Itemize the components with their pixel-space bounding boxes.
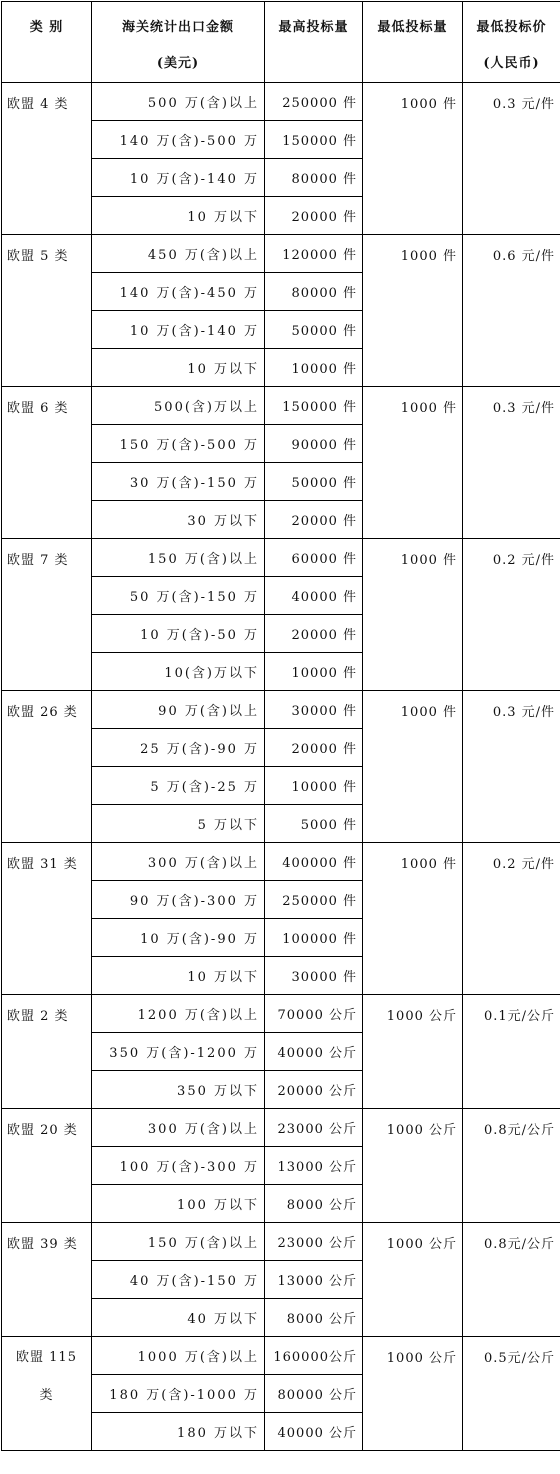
max-bid-qty-cell: 20000 件	[265, 501, 363, 539]
table-row	[2, 83, 560, 121]
max-bid-qty-cell: 400000 件	[265, 843, 363, 881]
table-row	[2, 691, 560, 729]
max-bid-qty-cell: 23000 公斤	[265, 1223, 363, 1261]
header-min-bid-qty: 最低投标量	[363, 2, 463, 83]
header-category: 类 别	[2, 2, 92, 83]
export-amount-cell: 150 万(含)以上	[92, 1223, 265, 1261]
max-bid-qty-cell: 60000 件	[265, 539, 363, 577]
min-bid-price-cell: 0.8元/公斤	[463, 1109, 560, 1223]
max-bid-qty-cell: 20000 公斤	[265, 1071, 363, 1109]
category-cell: 欧盟 5 类	[2, 235, 92, 387]
export-amount-cell: 10 万以下	[92, 197, 265, 235]
category-cell: 欧盟 2 类	[2, 995, 92, 1109]
export-amount-cell: 150 万(含)以上	[92, 539, 265, 577]
category-cell: 欧盟 39 类	[2, 1223, 92, 1337]
min-bid-price-cell: 0.3 元/件	[463, 83, 560, 235]
export-amount-cell: 140 万(含)-500 万	[92, 121, 265, 159]
category-cell: 欧盟 31 类	[2, 843, 92, 995]
export-amount-cell: 180 万(含)-1000 万	[92, 1375, 265, 1413]
table-row	[2, 995, 560, 1033]
max-bid-qty-cell: 8000 公斤	[265, 1185, 363, 1223]
max-bid-qty-cell: 150000 件	[265, 121, 363, 159]
min-bid-qty-cell: 1000 件	[363, 83, 463, 235]
min-bid-qty-cell: 1000 公斤	[363, 1337, 463, 1451]
export-amount-cell: 40 万(含)-150 万	[92, 1261, 265, 1299]
export-amount-cell: 25 万(含)-90 万	[92, 729, 265, 767]
min-bid-price-cell: 0.6 元/件	[463, 235, 560, 387]
export-amount-cell: 10 万以下	[92, 349, 265, 387]
max-bid-qty-cell: 40000 公斤	[265, 1033, 363, 1071]
min-bid-price-cell: 0.1元/公斤	[463, 995, 560, 1109]
table-header-row	[2, 2, 560, 83]
max-bid-qty-cell: 30000 件	[265, 691, 363, 729]
table-row	[2, 1337, 560, 1375]
max-bid-qty-cell: 10000 件	[265, 349, 363, 387]
max-bid-qty-cell: 10000 件	[265, 653, 363, 691]
max-bid-qty-cell: 20000 件	[265, 729, 363, 767]
max-bid-qty-cell: 80000 公斤	[265, 1375, 363, 1413]
min-bid-qty-cell: 1000 公斤	[363, 1109, 463, 1223]
header-max-bid-qty: 最高投标量	[265, 2, 363, 83]
max-bid-qty-cell: 50000 件	[265, 311, 363, 349]
export-amount-cell: 300 万(含)以上	[92, 1109, 265, 1147]
max-bid-qty-cell: 250000 件	[265, 83, 363, 121]
export-amount-cell: 450 万(含)以上	[92, 235, 265, 273]
max-bid-qty-cell: 90000 件	[265, 425, 363, 463]
min-bid-qty-cell: 1000 件	[363, 387, 463, 539]
export-amount-cell: 180 万以下	[92, 1413, 265, 1451]
max-bid-qty-cell: 80000 件	[265, 159, 363, 197]
category-cell: 欧盟 115 类	[2, 1337, 92, 1451]
table-row	[2, 235, 560, 273]
max-bid-qty-cell: 13000 公斤	[265, 1261, 363, 1299]
export-amount-cell: 90 万(含)以上	[92, 691, 265, 729]
table-row	[2, 539, 560, 577]
max-bid-qty-cell: 250000 件	[265, 881, 363, 919]
max-bid-qty-cell: 20000 件	[265, 615, 363, 653]
category-cell: 欧盟 4 类	[2, 83, 92, 235]
table-row	[2, 387, 560, 425]
export-amount-cell: 10(含)万以下	[92, 653, 265, 691]
export-amount-cell: 100 万(含)-300 万	[92, 1147, 265, 1185]
min-bid-qty-cell: 1000 公斤	[363, 1223, 463, 1337]
max-bid-qty-cell: 23000 公斤	[265, 1109, 363, 1147]
max-bid-qty-cell: 120000 件	[265, 235, 363, 273]
max-bid-qty-cell: 20000 件	[265, 197, 363, 235]
export-amount-cell: 140 万(含)-450 万	[92, 273, 265, 311]
header-min-bid-price: 最低投标价 (人民币)	[463, 2, 560, 83]
export-amount-cell: 10 万以下	[92, 957, 265, 995]
export-amount-cell: 350 万以下	[92, 1071, 265, 1109]
export-amount-cell: 500(含)万以上	[92, 387, 265, 425]
export-amount-cell: 10 万(含)-140 万	[92, 159, 265, 197]
category-cell: 欧盟 26 类	[2, 691, 92, 843]
export-amount-cell: 10 万(含)-90 万	[92, 919, 265, 957]
export-amount-cell: 5 万(含)-25 万	[92, 767, 265, 805]
table-row	[2, 1109, 560, 1147]
max-bid-qty-cell: 50000 件	[265, 463, 363, 501]
max-bid-qty-cell: 100000 件	[265, 919, 363, 957]
min-bid-price-cell: 0.3 元/件	[463, 691, 560, 843]
min-bid-qty-cell: 1000 件	[363, 843, 463, 995]
export-amount-cell: 90 万(含)-300 万	[92, 881, 265, 919]
max-bid-qty-cell: 40000 件	[265, 577, 363, 615]
min-bid-price-cell: 0.8元/公斤	[463, 1223, 560, 1337]
min-bid-price-cell: 0.3 元/件	[463, 387, 560, 539]
quota-bidding-table	[1, 1, 560, 1451]
max-bid-qty-cell: 13000 公斤	[265, 1147, 363, 1185]
max-bid-qty-cell: 160000公斤	[265, 1337, 363, 1375]
export-amount-cell: 10 万(含)-50 万	[92, 615, 265, 653]
export-amount-cell: 10 万(含)-140 万	[92, 311, 265, 349]
export-amount-cell: 5 万以下	[92, 805, 265, 843]
table-row	[2, 1223, 560, 1261]
header-export-amount: 海关统计出口金额 (美元)	[92, 2, 265, 83]
export-amount-cell: 300 万(含)以上	[92, 843, 265, 881]
min-bid-qty-cell: 1000 件	[363, 691, 463, 843]
table-row	[2, 843, 560, 881]
max-bid-qty-cell: 40000 公斤	[265, 1413, 363, 1451]
export-amount-cell: 30 万以下	[92, 501, 265, 539]
export-amount-cell: 500 万(含)以上	[92, 83, 265, 121]
category-cell: 欧盟 20 类	[2, 1109, 92, 1223]
export-amount-cell: 150 万(含)-500 万	[92, 425, 265, 463]
export-amount-cell: 30 万(含)-150 万	[92, 463, 265, 501]
table-body	[2, 83, 560, 1451]
max-bid-qty-cell: 80000 件	[265, 273, 363, 311]
min-bid-qty-cell: 1000 件	[363, 539, 463, 691]
min-bid-qty-cell: 1000 件	[363, 235, 463, 387]
export-amount-cell: 100 万以下	[92, 1185, 265, 1223]
min-bid-price-cell: 0.5元/公斤	[463, 1337, 560, 1451]
min-bid-qty-cell: 1000 公斤	[363, 995, 463, 1109]
max-bid-qty-cell: 150000 件	[265, 387, 363, 425]
export-amount-cell: 1200 万(含)以上	[92, 995, 265, 1033]
export-amount-cell: 40 万以下	[92, 1299, 265, 1337]
category-cell: 欧盟 7 类	[2, 539, 92, 691]
export-amount-cell: 350 万(含)-1200 万	[92, 1033, 265, 1071]
category-cell: 欧盟 6 类	[2, 387, 92, 539]
min-bid-price-cell: 0.2 元/件	[463, 539, 560, 691]
export-amount-cell: 50 万(含)-150 万	[92, 577, 265, 615]
max-bid-qty-cell: 5000 件	[265, 805, 363, 843]
min-bid-price-cell: 0.2 元/件	[463, 843, 560, 995]
max-bid-qty-cell: 70000 公斤	[265, 995, 363, 1033]
max-bid-qty-cell: 10000 件	[265, 767, 363, 805]
export-amount-cell: 1000 万(含)以上	[92, 1337, 265, 1375]
max-bid-qty-cell: 30000 件	[265, 957, 363, 995]
max-bid-qty-cell: 8000 公斤	[265, 1299, 363, 1337]
